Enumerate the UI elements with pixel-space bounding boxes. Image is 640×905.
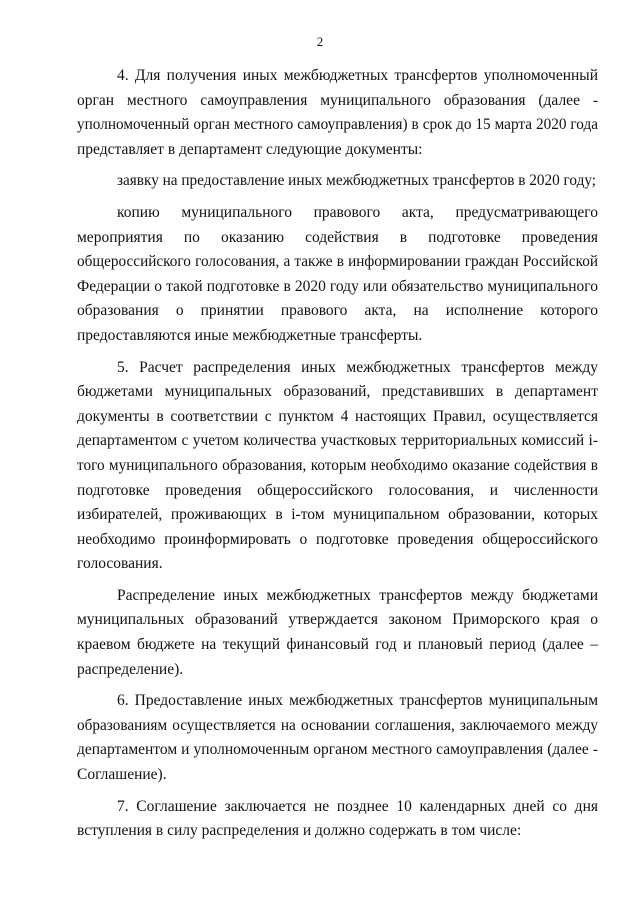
document-body [77, 64, 598, 844]
text-line: заявку на предоставление иных межбюджетных трансфертов в 2020 году; [117, 172, 597, 190]
text-line: избирателей, проживающих в i-том муниципальном образовании, которых [77, 506, 598, 524]
text-line: представляет в департамент следующие документы: [77, 140, 423, 158]
text-line: 4. Для получения иных межбюджетных трансфертов уполномоченный [117, 67, 598, 84]
paragraph-7 [77, 795, 598, 844]
paragraph-legal-act-copy [77, 201, 598, 349]
text-line: образованиям осуществляется на основании соглашения, заключаемого между [77, 716, 598, 734]
paragraph-application [77, 169, 598, 194]
text-line: общероссийского голосования, а также в информировании граждан Российской [77, 253, 598, 271]
text-line: того муниципального образования, которым необходимо оказание содействия в [77, 456, 598, 474]
paragraph-6 [77, 689, 598, 787]
text-line: вступления в силу распределения и должно содержать в том числе: [77, 822, 522, 840]
text-line: департаментом с учетом количества участковых территориальных комиссий i- [77, 432, 598, 450]
text-line: орган местного самоуправления муниципального образования (далее - [77, 91, 598, 109]
text-line: голосования. [77, 555, 163, 573]
text-line: 6. Предоставление иных межбюджетных трансфертов муниципальным [117, 692, 598, 710]
text-line: Федерации о такой подготовке в 2020 году или обязательство муниципального [77, 277, 598, 295]
text-line: уполномоченный орган местного самоуправления) в срок до 15 марта 2020 года [77, 116, 598, 134]
text-line: краевом бюджете на текущий финансовый год и плановый период (далее – [77, 636, 598, 654]
text-line: муниципальных образований утверждается законом Приморского края о [77, 611, 598, 629]
text-line: образования о принятии правового акта, на исполнение которого [77, 302, 598, 320]
text-line: департаментом и уполномоченным органом местного самоуправления (далее - [77, 741, 598, 759]
text-line: 7. Соглашение заключается не позднее 10 календарных дней со дня [117, 797, 598, 815]
text-line: бюджетами муниципальных образований, представивших в департамент [77, 383, 598, 401]
text-line: документы в соответствии с пунктом 4 настоящих Правил, осуществляется [77, 407, 598, 425]
text-line: Распределение иных межбюджетных трансфертов между бюджетами [117, 586, 598, 604]
text-line: копию муниципального правового акта, предусматривающего [117, 203, 598, 221]
paragraph-4 [77, 64, 598, 162]
text-line: необходимо проинформировать о подготовке проведения общероссийского [77, 530, 598, 548]
text-line: 5. Расчет распределения иных межбюджетных трансфертов между [117, 358, 598, 376]
paragraph-distribution [77, 584, 598, 682]
text-line: подготовке проведения общероссийского голосования, и численности [77, 481, 598, 499]
text-line: мероприятия по оказанию содействия в подготовке проведения [77, 228, 598, 246]
text-line: распределение). [77, 660, 184, 678]
text-line: Соглашение). [77, 766, 167, 784]
page-number: 2 [316, 34, 324, 49]
text-line: предоставляются иные межбюджетные трансферты. [77, 326, 423, 344]
paragraph-5 [77, 356, 598, 577]
